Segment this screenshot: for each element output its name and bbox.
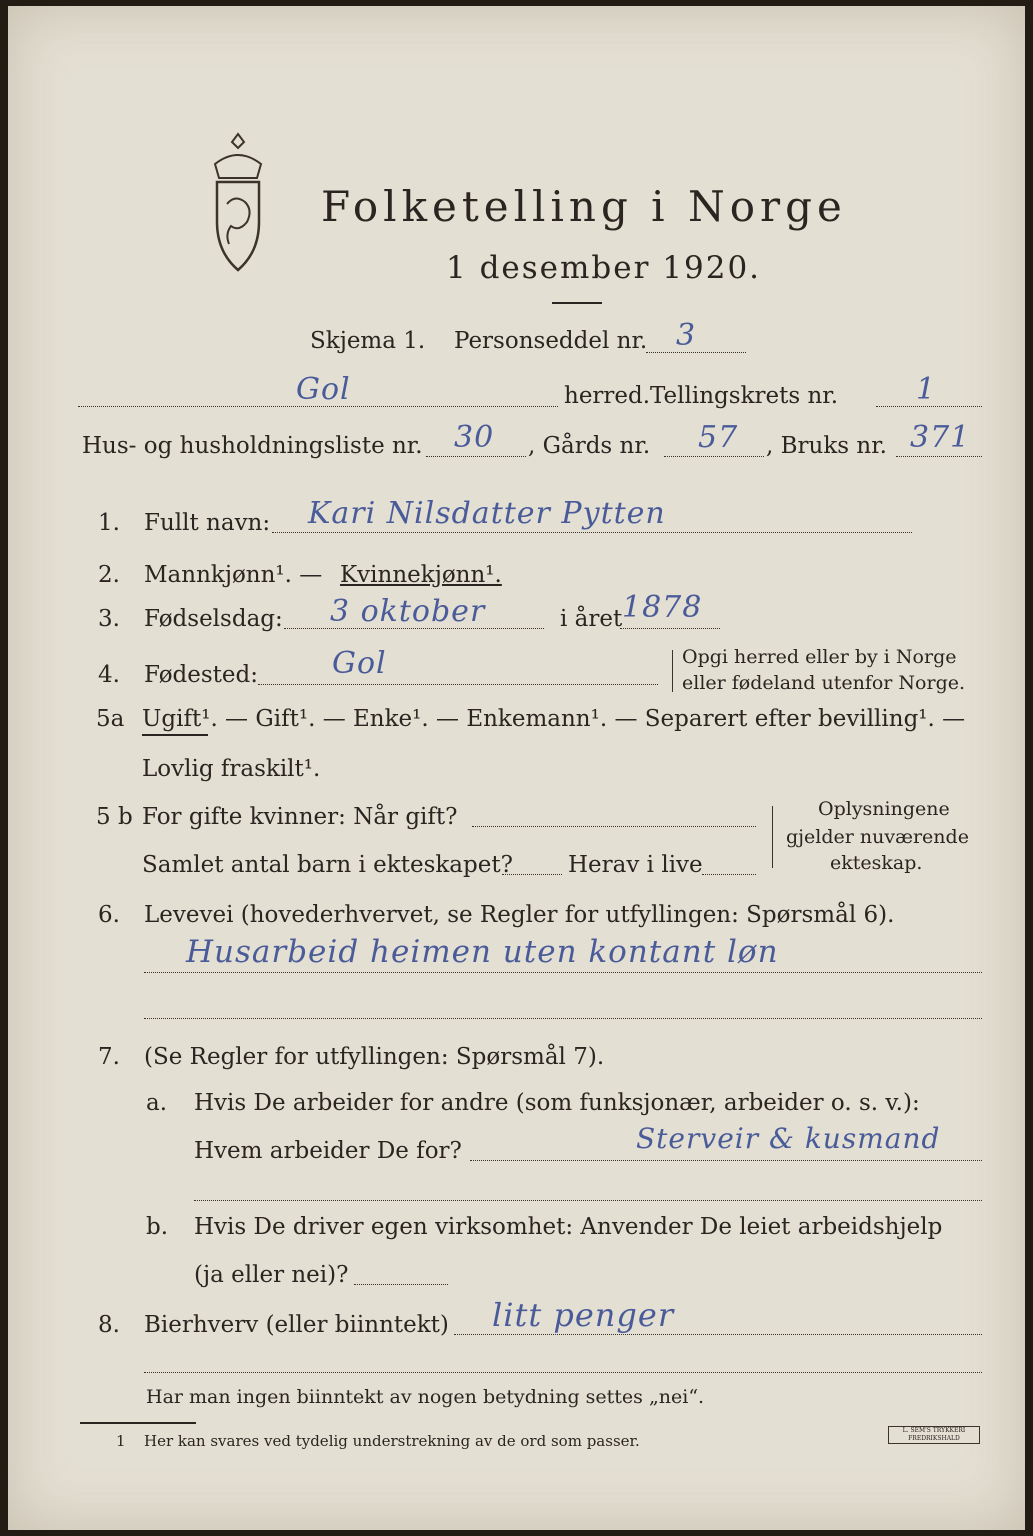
q8-label: Bierhverv (eller biinntekt): [144, 1312, 449, 1338]
bruks-value: 371: [910, 420, 971, 455]
coat-of-arms-icon: [193, 126, 283, 286]
personseddel-value: 3: [676, 318, 697, 353]
footnote-text: Her kan svares ved tydelig understrekning av de ord som passer.: [144, 1432, 640, 1450]
q3-number: 3.: [98, 606, 120, 632]
herred-value: Gol: [296, 372, 351, 407]
title-divider: [552, 302, 602, 304]
q3-label: Fødselsdag:: [144, 606, 283, 632]
q5b-label-1: For gifte kvinner: Når gift?: [142, 804, 458, 830]
gards-value: 57: [698, 420, 739, 455]
q7a-letter: a.: [146, 1090, 168, 1116]
q7a-label-1: Hvis De arbeider for andre (som funksjonær, arbeider o. s. v.):: [194, 1090, 920, 1116]
footnote-number: 1: [116, 1432, 126, 1450]
q5b-note-1: Oplysningene: [818, 798, 950, 820]
hus-value: 30: [454, 420, 495, 455]
q6-label: Levevei (hovederhvervet, se Regler for utfyllingen: Spørsmål 6).: [144, 902, 895, 928]
tellingskrets-label: Tellingskrets nr.: [650, 383, 839, 409]
q7b-label-2: (ja eller nei)?: [194, 1262, 349, 1288]
footer-note: Har man ingen biinntekt av nogen betydning settes „nei“.: [146, 1386, 705, 1408]
q8-side-income: litt penger: [492, 1296, 675, 1334]
q5b-note-3: ekteskap.: [830, 852, 923, 874]
q7b-label-1: Hvis De driver egen virksomhet: Anvender De leiet arbeidshjelp: [194, 1214, 943, 1240]
q3-birth-year: 1878: [622, 590, 703, 625]
bruks-label: , Bruks nr.: [766, 433, 887, 459]
herred-label: herred.: [564, 383, 651, 409]
tellingskrets-value: 1: [916, 372, 937, 407]
q5b-label-2: Samlet antal barn i ekteskapet?: [142, 852, 513, 878]
q2-number: 2.: [98, 562, 120, 588]
q7-label: (Se Regler for utfyllingen: Spørsmål 7).: [144, 1044, 605, 1070]
q7a-label-2: Hvem arbeider De for?: [194, 1138, 462, 1164]
q4-number: 4.: [98, 662, 120, 688]
q4-birthplace: Gol: [332, 646, 387, 681]
footnote-rule: [80, 1422, 196, 1424]
q7a-employer: Sterveir & kusmand: [636, 1122, 941, 1155]
q5a-line-2: Lovlig fraskilt¹.: [142, 756, 321, 782]
q3-year-label: i året: [560, 606, 623, 632]
q2-female: Kvinnekjønn¹.: [340, 562, 502, 588]
q4-label: Fødested:: [144, 662, 259, 688]
skjema-label: Skjema 1.: [310, 328, 426, 354]
q5a-ugift-underline: [142, 734, 208, 736]
q2-male: Mannkjønn¹. —: [144, 562, 323, 588]
q8-number: 8.: [98, 1312, 120, 1338]
q5b-label-3: Herav i live: [568, 852, 703, 878]
personseddel-label: Personseddel nr.: [454, 328, 648, 354]
q3-birthday: 3 oktober: [330, 594, 486, 629]
q1-full-name: Kari Nilsdatter Pytten: [308, 496, 666, 531]
q4-note-2: eller fødeland utenfor Norge.: [682, 672, 966, 694]
census-form: [8, 6, 1025, 1530]
q7b-letter: b.: [146, 1214, 169, 1240]
hus-label: Hus- og husholdningsliste nr.: [82, 433, 423, 459]
q4-note-1: Opgi herred eller by i Norge: [682, 646, 957, 668]
q6-occupation: Husarbeid heimen uten kontant løn: [186, 934, 779, 970]
q1-number: 1.: [98, 510, 120, 536]
q6-number: 6.: [98, 902, 120, 928]
form-date: 1 desember 1920.: [446, 250, 762, 286]
q5b-number: 5 b: [96, 804, 133, 830]
q5a-line-1: Ugift¹. — Gift¹. — Enke¹. — Enkemann¹. — Separert efter bevilling¹. —: [142, 706, 966, 732]
q5b-note-2: gjelder nuværende: [786, 826, 969, 848]
form-title: Folketelling i Norge: [321, 182, 847, 231]
q7-number: 7.: [98, 1044, 120, 1070]
q5a-number: 5a: [96, 706, 125, 732]
printer-stamp: L. SEM'S TRYKKERI FREDRIKSHALD: [888, 1426, 980, 1444]
q1-label: Fullt navn:: [144, 510, 271, 536]
gards-label: , Gårds nr.: [528, 433, 651, 459]
